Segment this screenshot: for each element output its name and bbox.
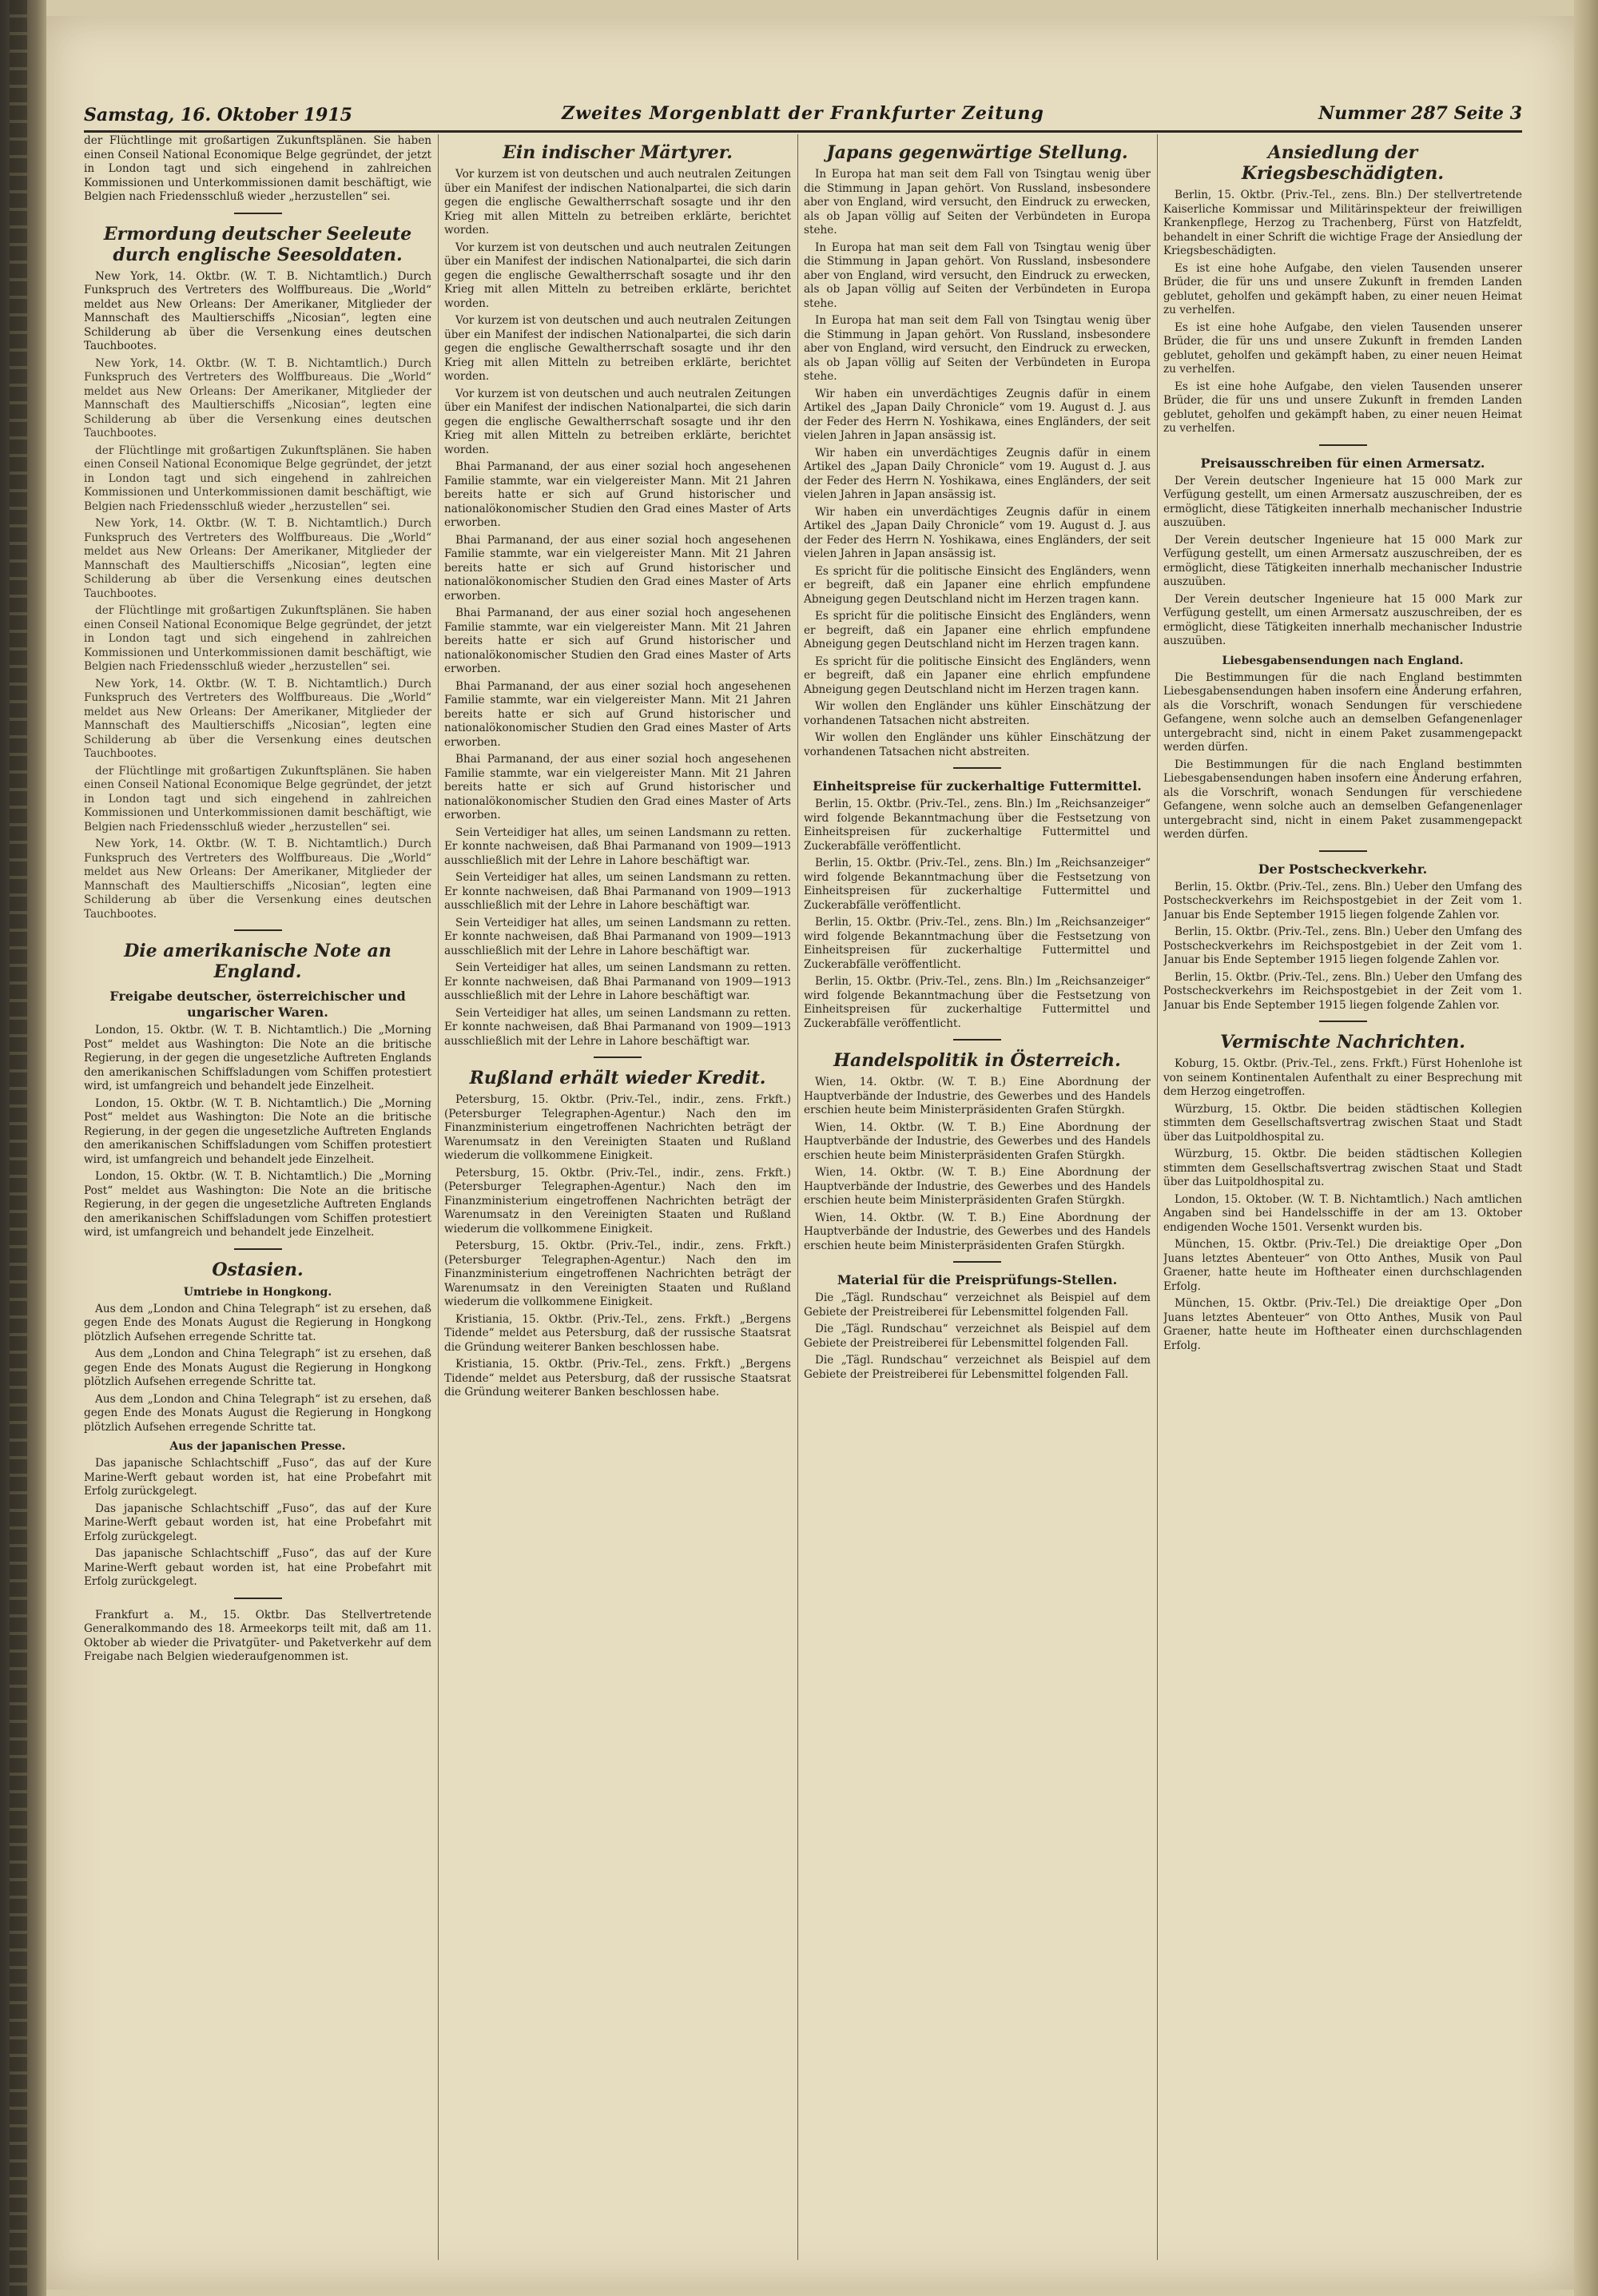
- column-3: [804, 134, 1151, 2260]
- text-block: der Flüchtlinge mit großartigen Zukunftsplänen. Sie haben einen Conseil National Economique Belge gegründet, der jetzt in London tagt und sich eingehend in zahlreichen Kommissionen und Unterkommissionen damit beschäftigt, wie Belgien nach Friedensschluß wieder „herzustellen“ sei.: [84, 764, 431, 834]
- text-block: München, 15. Oktbr. (Priv.-Tel.) Die dreiaktige Oper „Don Juans letztes Abenteuer“ von Otto Anthes, Musik von Paul Graener, hatte heute im Hoftheater einen durchschlagenden Erfolg.: [1163, 1297, 1522, 1352]
- text-block: Wir haben ein unverdächtiges Zeugnis dafür in einem Artikel des „Japan Daily Chronicle“ vom 19. August d. J. aus der Feder des Herrn N. Yoshikawa, eines Engländers, der seit vielen Jahren in Japan ansässig ist.: [804, 446, 1151, 501]
- text-block: Sein Verteidiger hat alles, um seinen Landsmann zu retten. Er konnte nachweisen, daß Bhai Parmanand von 1909—1913 ausschließlich mit der Lehre in Lahore beschäftigt war.: [444, 916, 791, 957]
- text-block: Die „Tägl. Rundschau“ verzeichnet als Beispiel auf dem Gebiete der Preistreiberei für Lebensmittel folgenden Fall.: [804, 1354, 1151, 1381]
- col1-subheadline-2: Freigabe deutscher, österreichischer und ungarischer Waren.: [109, 989, 406, 1020]
- text-block: Der Verein deutscher Ingenieure hat 15 000 Mark zur Verfügung gestellt, um einen Armersatz auszuschreiben, der es ermöglicht, diese Tätigkeiten innerhalb mechanischer Industrie auszuüben.: [1163, 533, 1522, 588]
- separator: [953, 767, 1001, 769]
- text-block: Vor kurzem ist von deutschen und auch neutralen Zeitungen über ein Manifest der indischen Nationalpartei, die sich darin gegen die englische Gewaltherrschaft sosagte und ihr den Krieg mit allen Mitteln zu betreiben erklärte, berichtet worden.: [444, 314, 791, 383]
- col3-headline-2: Einheitspreise für zuckerhaltige Futtermittel.: [813, 778, 1142, 794]
- text-block: Bhai Parmanand, der aus einer sozial hoch angesehenen Familie stammte, war ein vielgereister Mann. Mit 21 Jahren bereits hatte er sich auf Grund historischer und nationalökonomischer Studien den Grad eines Master of Arts erworben.: [444, 607, 791, 675]
- text-block: Bhai Parmanand, der aus einer sozial hoch angesehenen Familie stammte, war ein vielgereister Mann. Mit 21 Jahren bereits hatte er sich auf Grund historischer und nationalökonomischer Studien den Grad eines Master of Arts erworben.: [444, 753, 791, 822]
- col1-article-1: New York, 14. Oktbr. (W. T. B. Nichtamtlich.) Durch Funkspruch des Vertreters des Wolffbureaus. Die „World“ meldet aus New Orleans: Der Amerikaner, Mitglieder der Mannschaft des Maultierschiffs „Nicosian“, legten eine Schilderung ab über die Versenkung eines deutschen Tauchbootes.: [84, 269, 431, 352]
- masthead: [84, 100, 1522, 129]
- text-block: Vor kurzem ist von deutschen und auch neutralen Zeitungen über ein Manifest der indischen Nationalpartei, die sich darin gegen die englische Gewaltherrschaft sosagte und ihr den Krieg mit allen Mitteln zu betreiben erklärte, berichtet worden.: [444, 241, 791, 310]
- text-block: Die „Tägl. Rundschau“ verzeichnet als Beispiel auf dem Gebiete der Preistreiberei für Lebensmittel folgenden Fall.: [804, 1323, 1151, 1350]
- col3-article-4: Wir wollen den Engländer uns kühler Einschätzung der vorhandenen Tatsachen nicht abstreiten.: [804, 700, 1151, 727]
- col2-article-1: Vor kurzem ist von deutschen und auch neutralen Zeitungen über ein Manifest der indischen Nationalpartei, die sich darin gegen die englische Gewaltherrschaft sosagte und ihr den Krieg mit allen Mitteln zu betreiben erklärte, berichtet worden.: [444, 168, 791, 237]
- column-rule: [1157, 134, 1158, 2260]
- separator: [1319, 1021, 1367, 1022]
- text-block: Sein Verteidiger hat alles, um seinen Landsmann zu retten. Er konnte nachweisen, daß Bhai Parmanand von 1909—1913 ausschließlich mit der Lehre in Lahore beschäftigt war.: [444, 961, 791, 1002]
- masthead-date: Samstag, 16. Oktober 1915: [84, 105, 352, 125]
- text-block: Der Verein deutscher Ingenieure hat 15 000 Mark zur Verfügung gestellt, um einen Armersatz auszuschreiben, der es ermöglicht, diese Tätigkeiten innerhalb mechanischer Industrie auszuüben.: [1163, 592, 1522, 647]
- col1-headline-3: Ostasien.: [212, 1259, 304, 1280]
- separator: [234, 929, 282, 931]
- col1-headline-2: Die amerikanische Note an England.: [124, 941, 392, 982]
- book-binding: [0, 0, 46, 2296]
- text-block: Berlin, 15. Oktbr. (Priv.-Tel., zens. Bln.) Im „Reichsanzeiger“ wird folgende Bekanntmachung über die Festsetzung von Einheitspreisen für zuckerhaltige Futtermittel und Zuckerabfälle veröffentlicht.: [804, 975, 1151, 1030]
- column-2: [444, 134, 791, 2260]
- masthead-rule: [84, 130, 1522, 133]
- masthead-edition: Zweites Morgenblatt der Frankfurter Zeitung: [562, 103, 1044, 124]
- text-block: Berlin, 15. Oktbr. (Priv.-Tel., zens. Bln.) Ueber den Umfang des Postscheckverkehrs im Reichspostgebiet in der Zeit vom 1. Januar bis Ende September 1915 liegen folgende Zahlen vor.: [1163, 970, 1522, 1012]
- text-block: Das japanische Schlachtschiff „Fuso“, das auf der Kure Marine-Werft gebaut worden ist, hat eine Probefahrt mit Erfolg zurückgelegt.: [84, 1502, 431, 1543]
- col1-article-2: London, 15. Oktbr. (W. T. B. Nichtamtlich.) Die „Morning Post“ meldet aus Washington: Die Note an die britische Regierung, in der gegen die ungesetzliche Auftreten Englands den amerikanischen Schiffsladungen vom Schiffen protestiert wird, ist umfangreich und behandelt jede Einzelheit.: [84, 1024, 431, 1092]
- masthead-page-number: Nummer 287 Seite 3: [1318, 103, 1522, 124]
- text-block: Wien, 14. Oktbr. (W. T. B.) Eine Abordnung der Hauptverbände der Industrie, des Gewerbes und des Handels erschien heute beim Ministerpräsidenten Grafen Stürgkh.: [804, 1120, 1151, 1162]
- text-block: Bhai Parmanand, der aus einer sozial hoch angesehenen Familie stammte, war ein vielgereister Mann. Mit 21 Jahren bereits hatte er sich auf Grund historischer und nationalökonomischer Studien den Grad eines Master of Arts erworben.: [444, 533, 791, 603]
- text-block: Wir haben ein unverdächtiges Zeugnis dafür in einem Artikel des „Japan Daily Chronicle“ vom 19. August d. J. aus der Feder des Herrn N. Yoshikawa, eines Engländers, der seit vielen Jahren in Japan ansässig ist.: [804, 505, 1151, 560]
- text-block: Petersburg, 15. Oktbr. (Priv.-Tel., indir., zens. Frkft.) (Petersburger Telegraphen-Agentur.) Nach den im Finanzministerium eingetroffenen Nachrichten beträgt der Warenumsatz in den Vereinigten Staaten und Rußland wiederum die vollkommene Einigkeit.: [444, 1240, 791, 1308]
- col2-article-4: Petersburg, 15. Oktbr. (Priv.-Tel., indir., zens. Frkft.) (Petersburger Telegraphen-Agentur.) Nach den im Finanzministerium eingetroffenen Nachrichten beträgt der Warenumsatz in den Vereinigten Staaten und Rußland wiederum die vollkommene Einigkeit.: [444, 1093, 791, 1162]
- column-rule: [438, 134, 439, 2260]
- col4-article-3: Der Verein deutscher Ingenieure hat 15 000 Mark zur Verfügung gestellt, um einen Armersatz auszuschreiben, der es ermöglicht, diese Tätigkeiten innerhalb mechanischer Industrie auszuüben.: [1163, 474, 1522, 529]
- col4-article-4: Die Bestimmungen für die nach England bestimmten Liebesgabensendungen haben insofern eine Änderung erfahren, als die Vorschrift, wonach Sendungen für verschiedene Gefangene, wenn solche auch an demselben Gefangenenlager untergebracht sind, nicht in einem Paket zusammengepackt werden dürfen.: [1163, 670, 1522, 754]
- col2-article-3: Sein Verteidiger hat alles, um seinen Landsmann zu retten. Er konnte nachweisen, daß Bhai Parmanand von 1909—1913 ausschließlich mit der Lehre in Lahore beschäftigt war.: [444, 826, 791, 867]
- text-block: der Flüchtlinge mit großartigen Zukunftsplänen. Sie haben einen Conseil National Economique Belge gegründet, der jetzt in London tagt und sich eingehend in zahlreichen Kommissionen und Unterkommissionen damit beschäftigt, wie Belgien nach Friedensschluß wieder „herzustellen“ sei.: [84, 444, 431, 513]
- col3-headline-4: Material für die Preisprüfungs-Stellen.: [837, 1272, 1118, 1287]
- col1-headline-1: Ermordung deutscher Seeleute durch englische Seesoldaten.: [103, 223, 412, 265]
- col4-headline-4: Der Postscheckverkehr.: [1258, 861, 1428, 877]
- text-block: London, 15. Oktbr. (W. T. B. Nichtamtlich.) Die „Morning Post“ meldet aus Washington: Die Note an die britische Regierung, in der gegen die ungesetzliche Auftreten Englands den amerikanischen Schiffsladungen vom Schiffen protestiert wird, ist umfangreich und behandelt jede Einzelheit.: [84, 1096, 431, 1166]
- col1-subheadline-3: Umtriebe in Hongkong.: [183, 1285, 332, 1299]
- text-block: In Europa hat man seit dem Fall von Tsingtau wenig über die Stimmung in Japan gehört. Von Russland, insbesondere aber von England, wird versucht, den Eindruck zu erwecken, als ob Japan völlig auf Seiten der Verbündeten in Europa stehe.: [804, 241, 1151, 310]
- text-block: Es ist eine hohe Aufgabe, den vielen Tausenden unserer Brüder, die für uns und unsere Zukunft in fremden Landen geblutet, geholfen und gekämpft haben, zu einer neuen Heimat zu verhelfen.: [1163, 380, 1522, 435]
- separator: [234, 213, 282, 214]
- col4-article-7: Würzburg, 15. Oktbr. Die beiden städtischen Kollegien stimmten dem Gesellschaftsvertrag zwischen Staat und Stadt über das Luitpoldhospital zu.: [1163, 1102, 1522, 1144]
- page-edge: [1574, 0, 1598, 2296]
- col4-article-9: München, 15. Oktbr. (Priv.-Tel.) Die dreiaktige Oper „Don Juans letztes Abenteuer“ von Otto Anthes, Musik von Paul Graener, hatte heute im Hoftheater einen durchschlagenden Erfolg.: [1163, 1238, 1522, 1293]
- col3-headline-1: Japans gegenwärtige Stellung.: [826, 142, 1128, 163]
- text-block: Petersburg, 15. Oktbr. (Priv.-Tel., indir., zens. Frkft.) (Petersburger Telegraphen-Agentur.) Nach den im Finanzministerium eingetroffenen Nachrichten beträgt der Warenumsatz in den Vereinigten Staaten und Rußland wiederum die vollkommene Einigkeit.: [444, 1166, 791, 1236]
- text-block: Sein Verteidiger hat alles, um seinen Landsmann zu retten. Er konnte nachweisen, daß Bhai Parmanand von 1909—1913 ausschließlich mit der Lehre in Lahore beschäftigt war.: [444, 871, 791, 912]
- col1-article-5: Frankfurt a. M., 15. Oktbr. Das Stellvertretende Generalkommando des 18. Armeekorps teilt mit, daß am 11. Oktober ab wieder die Privatgüter- und Paketverkehr auf dem Freigabe nach Belgien wiederaufgenommen ist.: [84, 1608, 431, 1663]
- col3-article-3: Es spricht für die politische Einsicht des Engländers, wenn er begreift, daß ein Japaner eine ehrlich empfundene Abneigung gegen Deutschland nicht im Herzen tragen kann.: [804, 564, 1151, 606]
- text-block: Wir wollen den Engländer uns kühler Einschätzung der vorhandenen Tatsachen nicht abstreiten.: [804, 731, 1151, 758]
- text-block: Es spricht für die politische Einsicht des Engländers, wenn er begreift, daß ein Japaner eine ehrlich empfundene Abneigung gegen Deutschland nicht im Herzen tragen kann.: [804, 655, 1151, 696]
- separator: [1319, 444, 1367, 446]
- col1-article-4: Das japanische Schlachtschiff „Fuso“, das auf der Kure Marine-Werft gebaut worden ist, hat eine Probefahrt mit Erfolg zurückgelegt.: [84, 1457, 431, 1498]
- text-block: Berlin, 15. Oktbr. (Priv.-Tel., zens. Bln.) Im „Reichsanzeiger“ wird folgende Bekanntmachung über die Festsetzung von Einheitspreisen für zuckerhaltige Futtermittel und Zuckerabfälle veröffentlicht.: [804, 916, 1151, 971]
- text-block: Es ist eine hohe Aufgabe, den vielen Tausenden unserer Brüder, die für uns und unsere Zukunft in fremden Landen geblutet, geholfen und gekämpft haben, zu einer neuen Heimat zu verhelfen.: [1163, 320, 1522, 376]
- column-rule: [797, 134, 798, 2260]
- text-block: Kristiania, 15. Oktbr. (Priv.-Tel., zens. Frkft.) „Bergens Tidende“ meldet aus Petersburg, daß der russische Staatsrat die Gründung weiterer Banken beschlossen habe.: [444, 1358, 791, 1399]
- col1-filler-1: [84, 357, 431, 922]
- text-block: der Flüchtlinge mit großartigen Zukunftsplänen. Sie haben einen Conseil National Economique Belge gegründet, der jetzt in London tagt und sich eingehend in zahlreichen Kommissionen und Unterkommissionen damit beschäftigt, wie Belgien nach Friedensschluß wieder „herzustellen“ sei.: [84, 604, 431, 673]
- col3-headline-3: Handelspolitik in Österreich.: [833, 1050, 1121, 1071]
- col3-article-1: In Europa hat man seit dem Fall von Tsingtau wenig über die Stimmung in Japan gehört. Von Russland, insbesondere aber von England, wird versucht, den Eindruck zu erwecken, als ob Japan völlig auf Seiten der Verbündeten in Europa stehe.: [804, 168, 1151, 237]
- col3-article-5: Berlin, 15. Oktbr. (Priv.-Tel., zens. Bln.) Im „Reichsanzeiger“ wird folgende Bekanntmachung über die Festsetzung von Einheitspreisen für zuckerhaltige Futtermittel und Zuckerabfälle veröffentlicht.: [804, 798, 1151, 853]
- text-block: Das japanische Schlachtschiff „Fuso“, das auf der Kure Marine-Werft gebaut worden ist, hat eine Probefahrt mit Erfolg zurückgelegt.: [84, 1547, 431, 1588]
- col2-headline-1: Ein indischer Märtyrer.: [503, 142, 733, 163]
- text-block: Bhai Parmanand, der aus einer sozial hoch angesehenen Familie stammte, war ein vielgereister Mann. Mit 21 Jahren bereits hatte er sich auf Grund historischer und nationalökonomischer Studien den Grad eines Master of Arts erworben.: [444, 679, 791, 749]
- separator: [953, 1261, 1001, 1263]
- col3-article-7: Die „Tägl. Rundschau“ verzeichnet als Beispiel auf dem Gebiete der Preistreiberei für Lebensmittel folgenden Fall.: [804, 1291, 1151, 1319]
- text-block: London, 15. Oktbr. (W. T. B. Nichtamtlich.) Die „Morning Post“ meldet aus Washington: Die Note an die britische Regierung, in der gegen die ungesetzliche Auftreten Englands den amerikanischen Schiffsladungen vom Schiffen protestiert wird, ist umfangreich und behandelt jede Einzelheit.: [84, 1170, 431, 1239]
- text-block: Würzburg, 15. Oktbr. Die beiden städtischen Kollegien stimmten dem Gesellschaftsvertrag zwischen Staat und Stadt über das Luitpoldhospital zu.: [1163, 1148, 1522, 1188]
- col1-article-3: Aus dem „London and China Telegraph“ ist zu ersehen, daß gegen Ende des Monats August die Regierung in Hongkong plötzlich Aufsehen erregende Schritte tat.: [84, 1302, 431, 1343]
- text-block: In Europa hat man seit dem Fall von Tsingtau wenig über die Stimmung in Japan gehört. Von Russland, insbesondere aber von England, wird versucht, den Eindruck zu erwecken, als ob Japan völlig auf Seiten der Verbündeten in Europa stehe.: [804, 314, 1151, 383]
- col2-headline-2: Rußland erhält wieder Kredit.: [469, 1068, 766, 1088]
- text-block: New York, 14. Oktbr. (W. T. B. Nichtamtlich.) Durch Funkspruch des Vertreters des Wolffbureaus. Die „World“ meldet aus New Orleans: Der Amerikaner, Mitglieder der Mannschaft des Maultierschiffs „Nicosian“, legten eine Schilderung ab über die Versenkung eines deutschen Tauchbootes.: [84, 356, 431, 440]
- separator: [234, 1598, 282, 1599]
- text-block: Es spricht für die politische Einsicht des Engländers, wenn er begreift, daß ein Japaner eine ehrlich empfundene Abneigung gegen Deutschland nicht im Herzen tragen kann.: [804, 610, 1151, 651]
- col4-headline-1: Ansiedlung der Kriegsbeschädigten.: [1241, 142, 1445, 184]
- col4-article-2: Es ist eine hohe Aufgabe, den vielen Tausenden unserer Brüder, die für uns und unsere Zukunft in fremden Landen geblutet, geholfen und gekämpft haben, zu einer neuen Heimat zu verhelfen.: [1163, 261, 1522, 316]
- col2-article-2: Bhai Parmanand, der aus einer sozial hoch angesehenen Familie stammte, war ein vielgereister Mann. Mit 21 Jahren bereits hatte er sich auf Grund historischer und nationalökonomischer Studien den Grad eines Master of Arts erworben.: [444, 460, 791, 529]
- col4-headline-2: Preisausschreiben für einen Armersatz.: [1200, 455, 1485, 471]
- column-1: [84, 134, 431, 2260]
- text-block: Wien, 14. Oktbr. (W. T. B.) Eine Abordnung der Hauptverbände der Industrie, des Gewerbes und des Handels erschien heute beim Ministerpräsidenten Grafen Stürgkh.: [804, 1166, 1151, 1207]
- col4-headline-5: Vermischte Nachrichten.: [1220, 1032, 1465, 1052]
- text-block: New York, 14. Oktbr. (W. T. B. Nichtamtlich.) Durch Funkspruch des Vertreters des Wolffbureaus. Die „World“ meldet aus New Orleans: Der Amerikaner, Mitglieder der Mannschaft des Maultierschiffs „Nicosian“, legten eine Schilderung ab über die Versenkung eines deutschen Tauchbootes.: [84, 517, 431, 600]
- text-block: Wien, 14. Oktbr. (W. T. B.) Eine Abordnung der Hauptverbände der Industrie, des Gewerbes und des Handels erschien heute beim Ministerpräsidenten Grafen Stürgkh.: [804, 1211, 1151, 1252]
- text-block: Berlin, 15. Oktbr. (Priv.-Tel., zens. Bln.) Ueber den Umfang des Postscheckverkehrs im Reichspostgebiet in der Zeit vom 1. Januar bis Ende September 1915 liegen folgende Zahlen vor.: [1163, 925, 1522, 966]
- column-4: [1163, 134, 1522, 2260]
- col4-article-6: Koburg, 15. Oktbr. (Priv.-Tel., zens. Frkft.) Fürst Hohenlohe ist von seinem Kontinentalen Aufenthalt zu einer Besprechung mit dem Herzog eingetroffen.: [1163, 1057, 1522, 1098]
- col4-article-8: London, 15. Oktober. (W. T. B. Nichtamtlich.) Nach amtlichen Angaben sind bei Handelsschiffe in der am 13. Oktober endigenden Woche 1501. Versenkt wurden bis.: [1163, 1192, 1522, 1234]
- col4-article-1: Berlin, 15. Oktbr. (Priv.-Tel., zens. Bln.) Der stellvertretende Kaiserliche Kommissar und Militärinspekteur der freiwilligen Krankenpflege, Herzog zu Trachenberg, Fürst von Hatzfeldt, behandelt in einer Schrift die wichtige Frage der Ansiedlung der Kriegsbeschädigten.: [1163, 189, 1522, 257]
- text-block: Aus dem „London and China Telegraph“ ist zu ersehen, daß gegen Ende des Monats August die Regierung in Hongkong plötzlich Aufsehen erregende Schritte tat.: [84, 1392, 431, 1434]
- col4-article-5: Berlin, 15. Oktbr. (Priv.-Tel., zens. Bln.) Ueber den Umfang des Postscheckverkehrs im Reichspostgebiet in der Zeit vom 1. Januar bis Ende September 1915 liegen folgende Zahlen vor.: [1163, 880, 1522, 921]
- col1-intro: der Flüchtlinge mit großartigen Zukunftsplänen. Sie haben einen Conseil National Economique Belge gegründet, der jetzt in London tagt und sich eingehend in zahlreichen Kommissionen und Unterkommissionen damit beschäftigt, wie Belgien nach Friedensschluß wieder „herzustellen“ sei.: [84, 134, 431, 203]
- text-block: Vor kurzem ist von deutschen und auch neutralen Zeitungen über ein Manifest der indischen Nationalpartei, die sich darin gegen die englische Gewaltherrschaft sosagte und ihr den Krieg mit allen Mitteln zu betreiben erklärte, berichtet worden.: [444, 387, 791, 456]
- separator: [594, 1056, 642, 1058]
- col3-article-2: Wir haben ein unverdächtiges Zeugnis dafür in einem Artikel des „Japan Daily Chronicle“ vom 19. August d. J. aus der Feder des Herrn N. Yoshikawa, eines Engländers, der seit vielen Jahren in Japan ansässig ist.: [804, 387, 1151, 442]
- text-block: New York, 14. Oktbr. (W. T. B. Nichtamtlich.) Durch Funkspruch des Vertreters des Wolffbureaus. Die „World“ meldet aus New Orleans: Der Amerikaner, Mitglieder der Mannschaft des Maultierschiffs „Nicosian“, legten eine Schilderung ab über die Versenkung eines deutschen Tauchbootes.: [84, 677, 431, 760]
- text-block: Die Bestimmungen für die nach England bestimmten Liebesgabensendungen haben insofern eine Änderung erfahren, als die Vorschrift, wonach Sendungen für verschiedene Gefangene, wenn solche auch an demselben Gefangenenlager untergebracht sind, nicht in einem Paket zusammengepackt werden dürfen.: [1163, 758, 1522, 841]
- text-block: Sein Verteidiger hat alles, um seinen Landsmann zu retten. Er konnte nachweisen, daß Bhai Parmanand von 1909—1913 ausschließlich mit der Lehre in Lahore beschäftigt war.: [444, 1006, 791, 1048]
- col4-headline-3: Liebesgabensendungen nach England.: [1222, 654, 1464, 667]
- text-block: Aus dem „London and China Telegraph“ ist zu ersehen, daß gegen Ende des Monats August die Regierung in Hongkong plötzlich Aufsehen erregende Schritte tat.: [84, 1347, 431, 1388]
- separator: [234, 1248, 282, 1250]
- text-block: New York, 14. Oktbr. (W. T. B. Nichtamtlich.) Durch Funkspruch des Vertreters des Wolffbureaus. Die „World“ meldet aus New Orleans: Der Amerikaner, Mitglieder der Mannschaft des Maultierschiffs „Nicosian“, legten eine Schilderung ab über die Versenkung eines deutschen Tauchbootes.: [84, 838, 431, 921]
- col1-subheadline-4: Aus der japanischen Presse.: [169, 1440, 346, 1453]
- binding-stitching: [10, 0, 27, 2296]
- separator: [953, 1039, 1001, 1041]
- col3-article-6: Wien, 14. Oktbr. (W. T. B.) Eine Abordnung der Hauptverbände der Industrie, des Gewerbes und des Handels erschien heute beim Ministerpräsidenten Grafen Stürgkh.: [804, 1076, 1151, 1116]
- separator: [1319, 850, 1367, 852]
- text-block: Berlin, 15. Oktbr. (Priv.-Tel., zens. Bln.) Im „Reichsanzeiger“ wird folgende Bekanntmachung über die Festsetzung von Einheitspreisen für zuckerhaltige Futtermittel und Zuckerabfälle veröffentlicht.: [804, 857, 1151, 912]
- col2-article-5: Kristiania, 15. Oktbr. (Priv.-Tel., zens. Frkft.) „Bergens Tidende“ meldet aus Petersburg, daß der russische Staatsrat die Gründung weiterer Banken beschlossen habe.: [444, 1312, 791, 1354]
